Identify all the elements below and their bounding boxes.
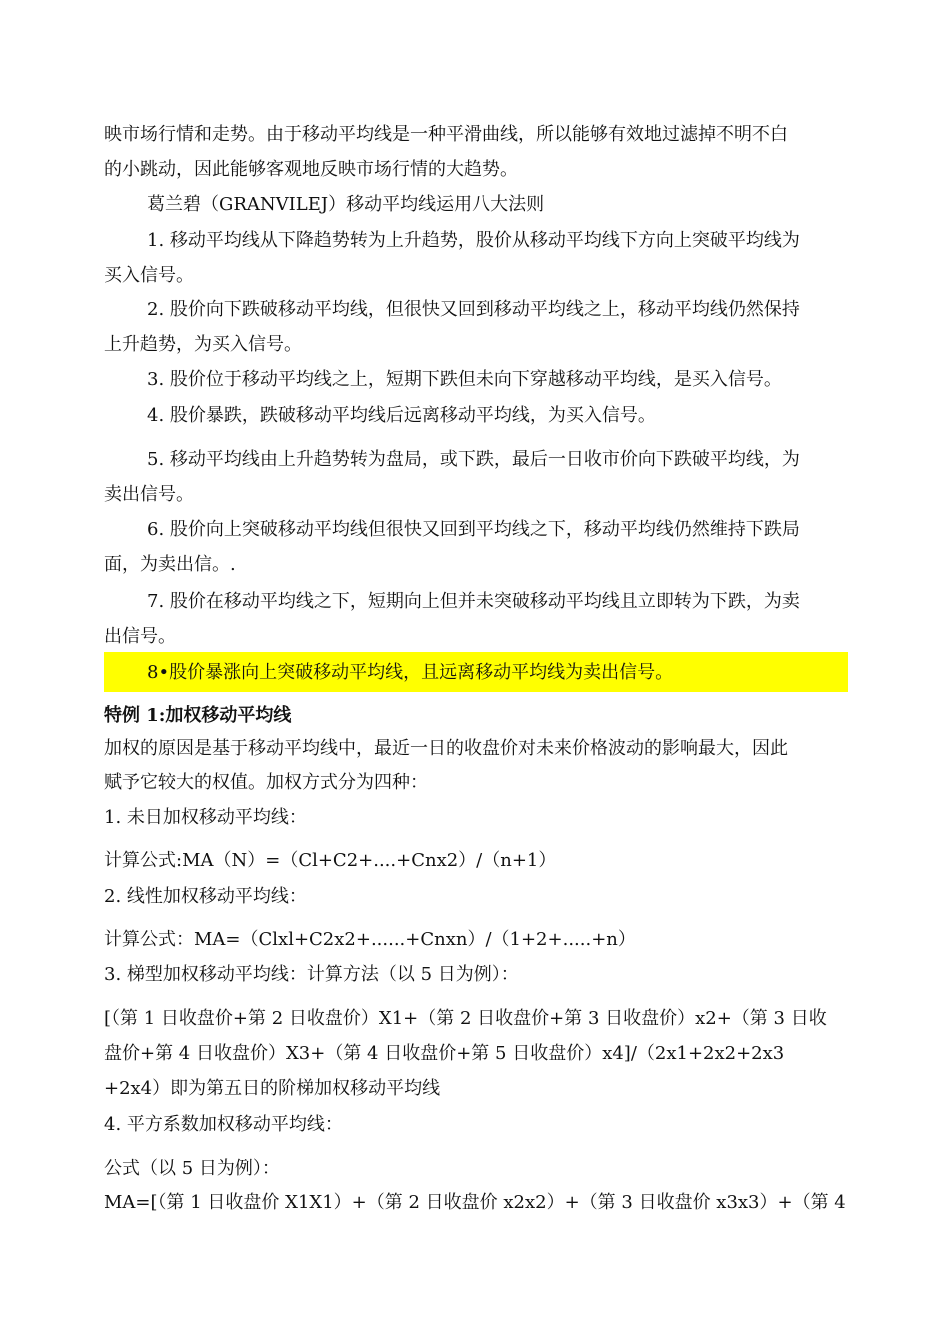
formula-line: +2x4）即为第五日的阶梯加权移动平均线: [104, 1078, 441, 1099]
rule-7-line: 7. 股价在移动平均线之下，短期向上但并未突破移动平均线且立即转为下跌，为卖: [147, 591, 800, 612]
list-item: 3. 梯型加权移动平均线：计算方法（以 5 日为例）：: [104, 964, 519, 985]
list-item: 1. 未日加权移动平均线：: [104, 807, 307, 828]
list-item: 2. 线性加权移动平均线：: [104, 886, 307, 907]
rule-8-line: 8•股价暴涨向上突破移动平均线，且远离移动平均线为卖出信号。: [147, 662, 674, 683]
paragraph-line: 加权的原因是基于移动平均线中，最近一日的收盘价对未来价格波动的影响最大，因此: [104, 738, 788, 759]
rule-5-line: 5. 移动平均线由上升趋势转为盘局，或下跌，最后一日收市价向下跌破平均线，为: [147, 449, 800, 470]
rule-7-line: 出信号。: [104, 626, 176, 647]
paragraph-line: 赋予它较大的权值。加权方式分为四种：: [104, 772, 428, 793]
rule-4-line: 4. 股价暴跌，跌破移动平均线后远离移动平均线，为买入信号。: [147, 405, 656, 426]
rule-5-line: 卖出信号。: [104, 484, 194, 505]
rule-3-line: 3. 股价位于移动平均线之上，短期下跌但未向下穿越移动平均线，是买入信号。: [147, 369, 782, 390]
rule-2-line: 2. 股价向下跌破移动平均线，但很快又回到移动平均线之上，移动平均线仍然保持: [147, 299, 800, 320]
rule-1-line: 买入信号。: [104, 265, 194, 286]
formula-line: 计算公式：MA=（Clxl+C2x2+......+Cnxn）/（1+2+.....+n）: [104, 929, 636, 950]
section-heading: 葛兰碧（GRANVILEJ）移动平均线运用八大法则: [147, 194, 545, 215]
formula-line: 盘价+第 4 日收盘价）X3+（第 4 日收盘价+第 5 日收盘价）x4]/（2x1+2x2+2x3: [104, 1043, 785, 1064]
special-case-heading: 特例 1:加权移动平均线: [104, 705, 292, 726]
rule-6-line: 面，为卖出信。.: [104, 554, 236, 575]
paragraph-line: 的小跳动，因此能够客观地反映市场行情的大趋势。: [104, 159, 518, 180]
formula-line: 公式（以 5 日为例）：: [104, 1158, 280, 1179]
rule-1-line: 1. 移动平均线从下降趋势转为上升趋势，股价从移动平均线下方向上突破平均线为: [147, 230, 800, 251]
formula-line: MA=[（第 1 日收盘价 X1X1）+（第 2 日收盘价 x2x2）+（第 3 日收盘价 x3x3）+（第 4: [104, 1192, 846, 1213]
rule-6-line: 6. 股价向上突破移动平均线但很快又回到平均线之下，移动平均线仍然维持下跌局: [147, 519, 800, 540]
list-item: 4. 平方系数加权移动平均线：: [104, 1114, 343, 1135]
paragraph-line: 映市场行情和走势。由于移动平均线是一种平滑曲线，所以能够有效地过滤掉不明不白: [104, 124, 788, 145]
rule-2-line: 上升趋势，为买入信号。: [104, 334, 302, 355]
formula-line: 计算公式:MA（N）=（Cl+C2+....+Cnx2）/（n+1）: [104, 850, 557, 871]
formula-line: [（第 1 日收盘价+第 2 日收盘价）X1+（第 2 日收盘价+第 3 日收盘价）x2+（第 3 日收: [104, 1008, 827, 1029]
